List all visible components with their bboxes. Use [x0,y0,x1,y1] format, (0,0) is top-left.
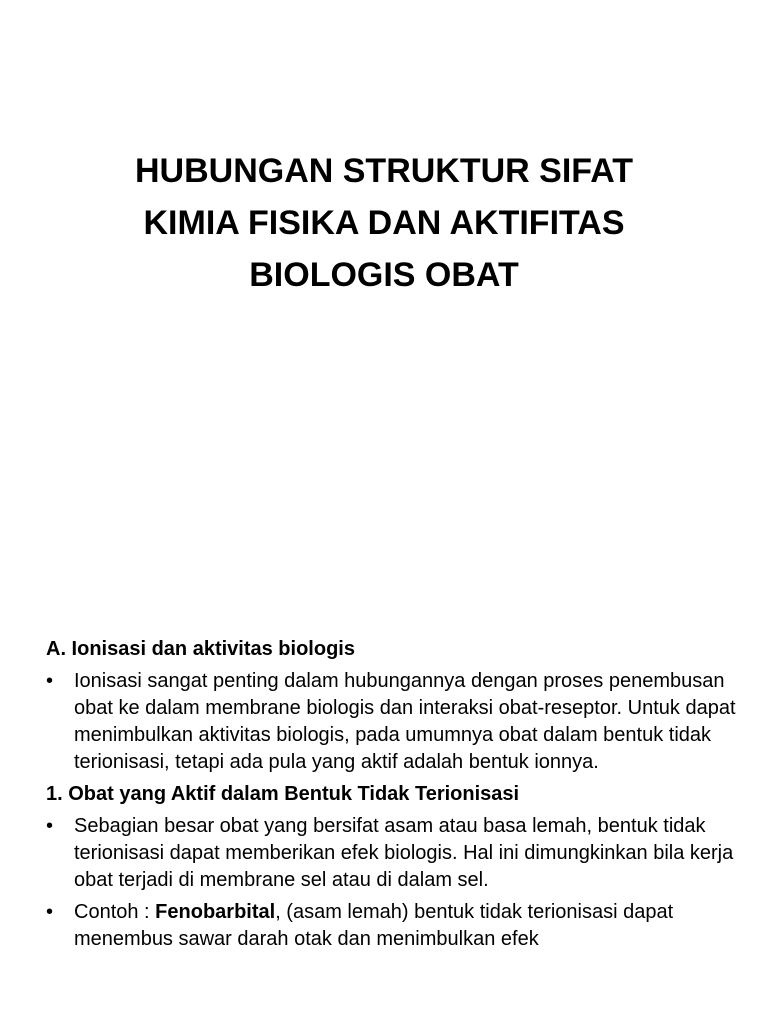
bullet-item-ionisasi [46,668,746,776]
bullet-icon: • [46,815,54,837]
bullet-icon: • [46,901,54,923]
bullet-text-prefix: Contoh : [74,901,156,923]
drug-name: Fenobarbital [155,901,276,923]
slide-body [46,636,746,958]
title-line-3: BIOLOGIS OBAT [249,256,519,294]
slide-title [60,145,708,301]
section-heading-a: A. Ionisasi dan aktivitas biologis [46,638,355,660]
title-line-1: HUBUNGAN STRUKTUR SIFAT [134,152,633,190]
bullet-icon: • [46,670,54,692]
bullet-item-contoh [46,899,746,953]
bullet-text-rest: , (asam lemah) bentuk tidak terionisasi dapat menembus sawar darah otak dan menimbulkan efek [74,901,674,950]
bullet-text: Ionisasi sangat penting dalam hubungannya dengan proses penembusan obat ke dalam membrane biologis dan interaksi obat-reseptor. Untuk dapat menimbulkan aktivitas biologis, pada umumnya obat dalam bentuk tidak terionisasi, tetapi ada pula yang aktif adalah bentuk ionnya. [74,670,736,773]
title-line-2: KIMIA FISIKA DAN AKTIFITAS [143,204,625,242]
bullet-text: Sebagian besar obat yang bersifat asam atau basa lemah, bentuk tidak terionisasi dapat memberikan efek biologis. Hal ini dimungkinkan bila kerja obat terjadi di membrane sel atau di dalam sel. [74,815,734,891]
section-heading-1: 1. Obat yang Aktif dalam Bentuk Tidak Terionisasi [46,783,520,805]
bullet-item-asam-basa [46,813,746,894]
